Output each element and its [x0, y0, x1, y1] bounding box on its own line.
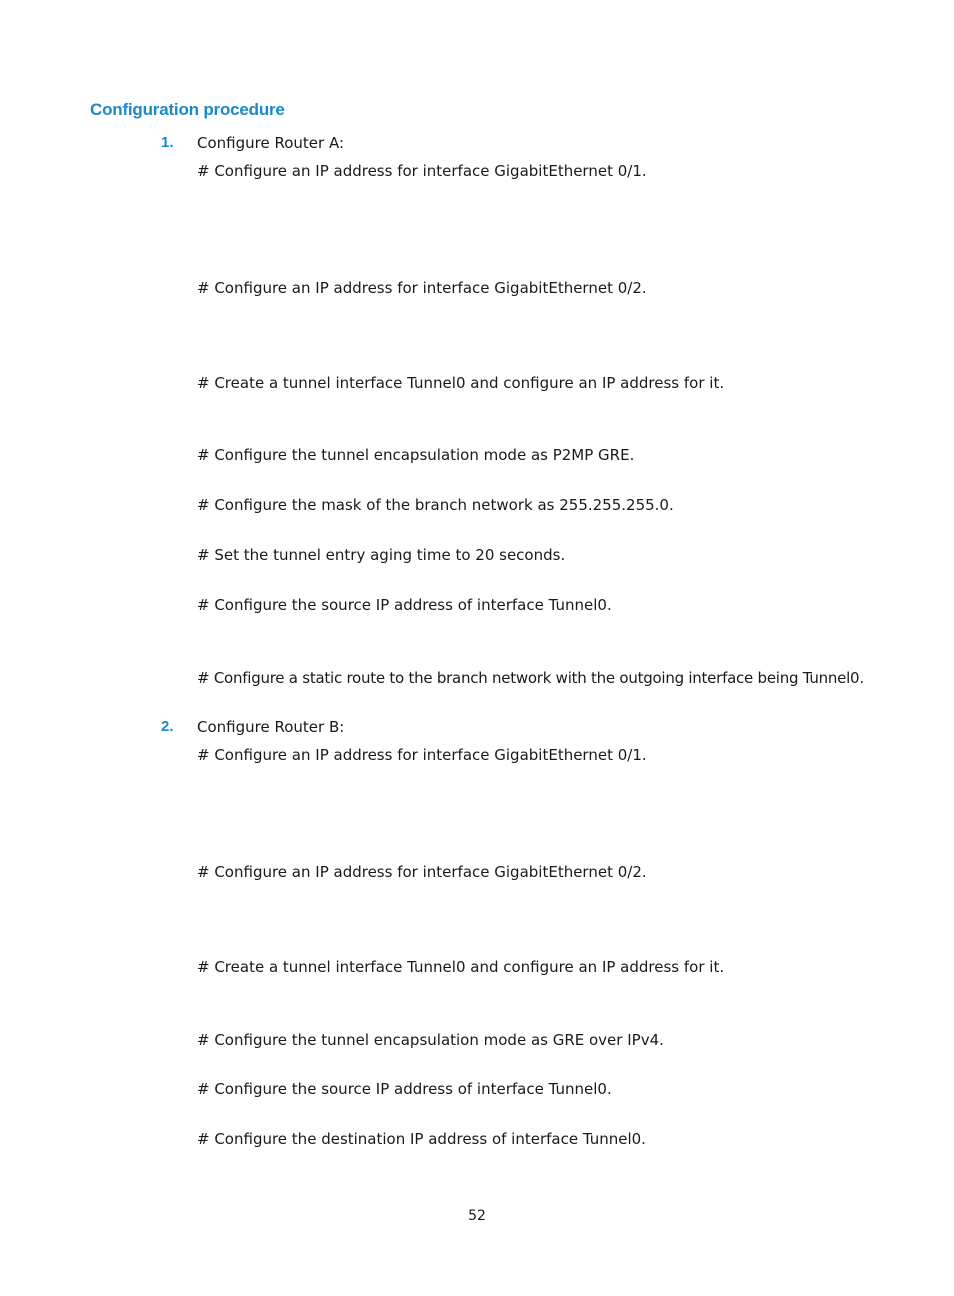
step-2-line-5: # Configure the source IP address of interface Tunnel0.: [197, 1080, 612, 1098]
step-1-line-1: # Configure an IP address for interface GigabitEthernet 0/1.: [197, 162, 647, 180]
step-1-title: Configure Router A:: [197, 134, 344, 152]
step-1-line-3: # Create a tunnel interface Tunnel0 and configure an IP address for it.: [197, 374, 725, 392]
page-number: 52: [468, 1208, 486, 1224]
step-2-line-2: # Configure an IP address for interface GigabitEthernet 0/2.: [197, 863, 647, 881]
step-2-title: Configure Router B:: [197, 718, 345, 736]
section-heading: Configuration procedure: [90, 100, 285, 119]
step-1-number: 1.: [161, 134, 174, 151]
step-1-line-4: # Configure the tunnel encapsulation mode as P2MP GRE.: [197, 446, 635, 464]
step-2-line-1: # Configure an IP address for interface GigabitEthernet 0/1.: [197, 746, 647, 764]
step-2-line-3: # Create a tunnel interface Tunnel0 and configure an IP address for it.: [197, 958, 725, 976]
step-2-line-4: # Configure the tunnel encapsulation mode as GRE over IPv4.: [197, 1031, 664, 1049]
step-1-line-5: # Configure the mask of the branch network as 255.255.255.0.: [197, 496, 674, 514]
step-1-line-7: # Configure the source IP address of interface Tunnel0.: [197, 596, 612, 614]
step-2-line-6: # Configure the destination IP address of interface Tunnel0.: [197, 1130, 646, 1148]
step-1-line-6: # Set the tunnel entry aging time to 20 seconds.: [197, 546, 566, 564]
step-1-line-8: # Configure a static route to the branch network with the outgoing interface being Tunnel0.: [197, 669, 864, 687]
step-2-number: 2.: [161, 718, 174, 735]
step-1-line-2: # Configure an IP address for interface GigabitEthernet 0/2.: [197, 279, 647, 297]
